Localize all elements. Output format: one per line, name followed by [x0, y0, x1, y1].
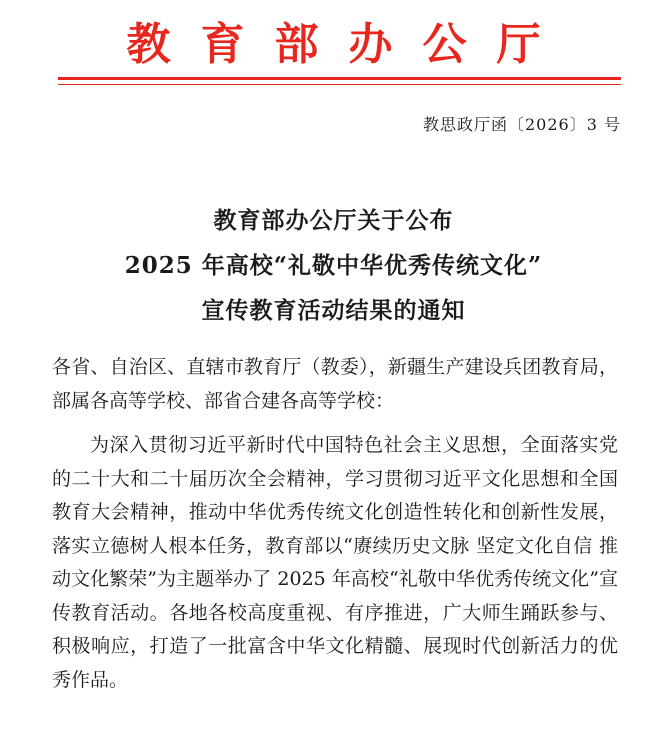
letterhead-rule-thin	[58, 84, 621, 85]
letterhead-rule-thick	[58, 77, 621, 80]
body-paragraph: 为深入贯彻习近平新时代中国特色社会主义思想，全面落实党的二十大和二十届历次全会精神，学习贯彻习近平文化思想和全国教育大会精神，推动中华优秀传统文化创造性转化和创新性发展，落实立德树人根本任务，教育部以“赓续历史文脉 坚定文化自信 推动文化繁荣”为主题举办了 2025 年高校“礼敬中华优秀传统文化”宣传教育活动。各地各校高度重视、有序推进，广大师生踊跃参与、积极响应，打造了一批富含中华文化精髓、展现时代创新活力的优秀作品。	[52, 434, 618, 691]
notice-title-line-2: 2025 年高校“礼敬中华优秀传统文化”	[124, 252, 543, 279]
letterhead-title: 教育部办公厅	[126, 19, 571, 70]
notice-title-line-3: 宣传教育活动结果的通知	[201, 297, 466, 324]
document-number: 教思政厅函〔2026〕3 号	[423, 115, 621, 134]
salutation: 各省、自治区、直辖市教育厅（教委），新疆生产建设兵团教育局，部属各高等学校、部省合建各高等学校：	[52, 356, 618, 412]
notice-title-line-1: 教育部办公厅关于公布	[213, 207, 454, 234]
